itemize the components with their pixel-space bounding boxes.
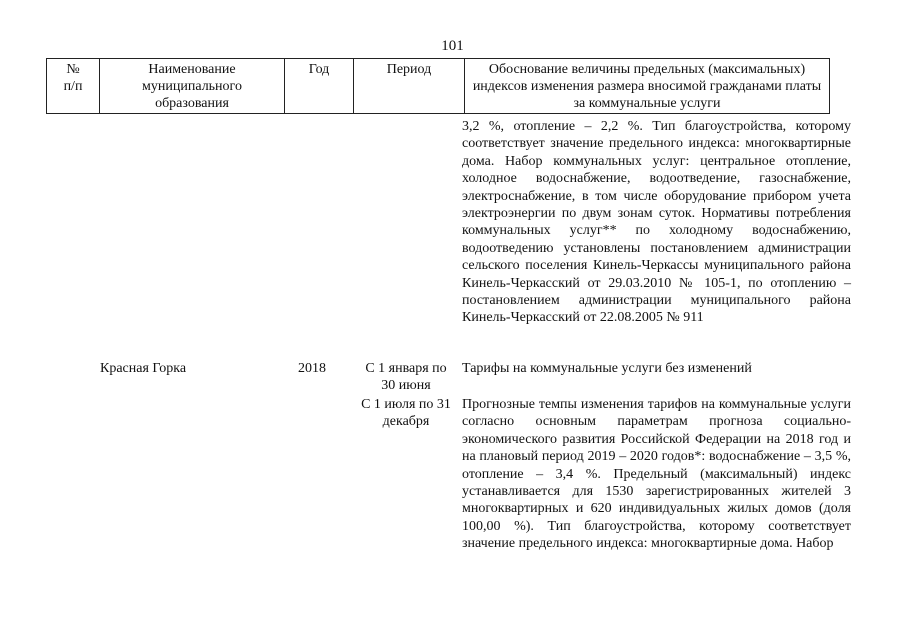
header-col-basis: Обоснование величины предельных (максимальных) индексов изменения размера вносимой гражданами платы за коммунальные услуги: [465, 59, 830, 114]
continuation-paragraph: 3,2 %, отопление – 2,2 %. Тип благоустройства, которому соответствует значение предельного индекса: многоквартирные дома. Набор коммунальных услуг: центральное отопление, холодное водоснабжение, водоотведение, газоснабжение, электроснабжение, в том числе оборудование прибором учета электроэнергии по двум зонам суток. Нормативы потребления коммунальных услуг** по холодному водоснабжению, водоотведению установлены постановлением администрации сельского поселения Кинель-Черкассы муниципального района Кинель-Черкасский от 29.03.2010 № 105-1, по отоплению – постановлением администрации муниципального района Кинель-Черкасский от 22.08.2005 № 911: [462, 119, 851, 326]
header-col-municipality: Наименование муниципального образования: [100, 59, 285, 114]
basis-second-half: Прогнозные темпы изменения тарифов на коммунальные услуги согласно основным параметрам прогноза социально-экономического развития Российской Федерации на 2018 год и на плановый период 2019 – 2020 годов*: водоснабжение – 3,5 %, отопление – 3,4 %. Предельный (максимальный) индекс устанавливается для 1530 зарегистрированных жителей 3 многоквартирных и 620 индивидуальных жилых домов (доля 100,00 %). Тип благоустройства, которому соответствует значение предельного индекса: многоквартирные дома. Набор: [462, 397, 851, 552]
header-col-year: Год: [285, 59, 354, 114]
header-col-period: Период: [354, 59, 465, 114]
period-first-half: С 1 января по 30 июня: [365, 361, 447, 393]
table-header: [46, 58, 830, 114]
period-second-half: С 1 июля по 31 декабря: [361, 397, 451, 429]
header-col-number: № п/п: [47, 59, 100, 114]
row-year: 2018: [298, 361, 326, 376]
page-number: 101: [441, 38, 464, 54]
basis-first-half: Тарифы на коммунальные услуги без изменений: [462, 361, 752, 376]
municipality-name: Красная Горка: [100, 361, 187, 376]
